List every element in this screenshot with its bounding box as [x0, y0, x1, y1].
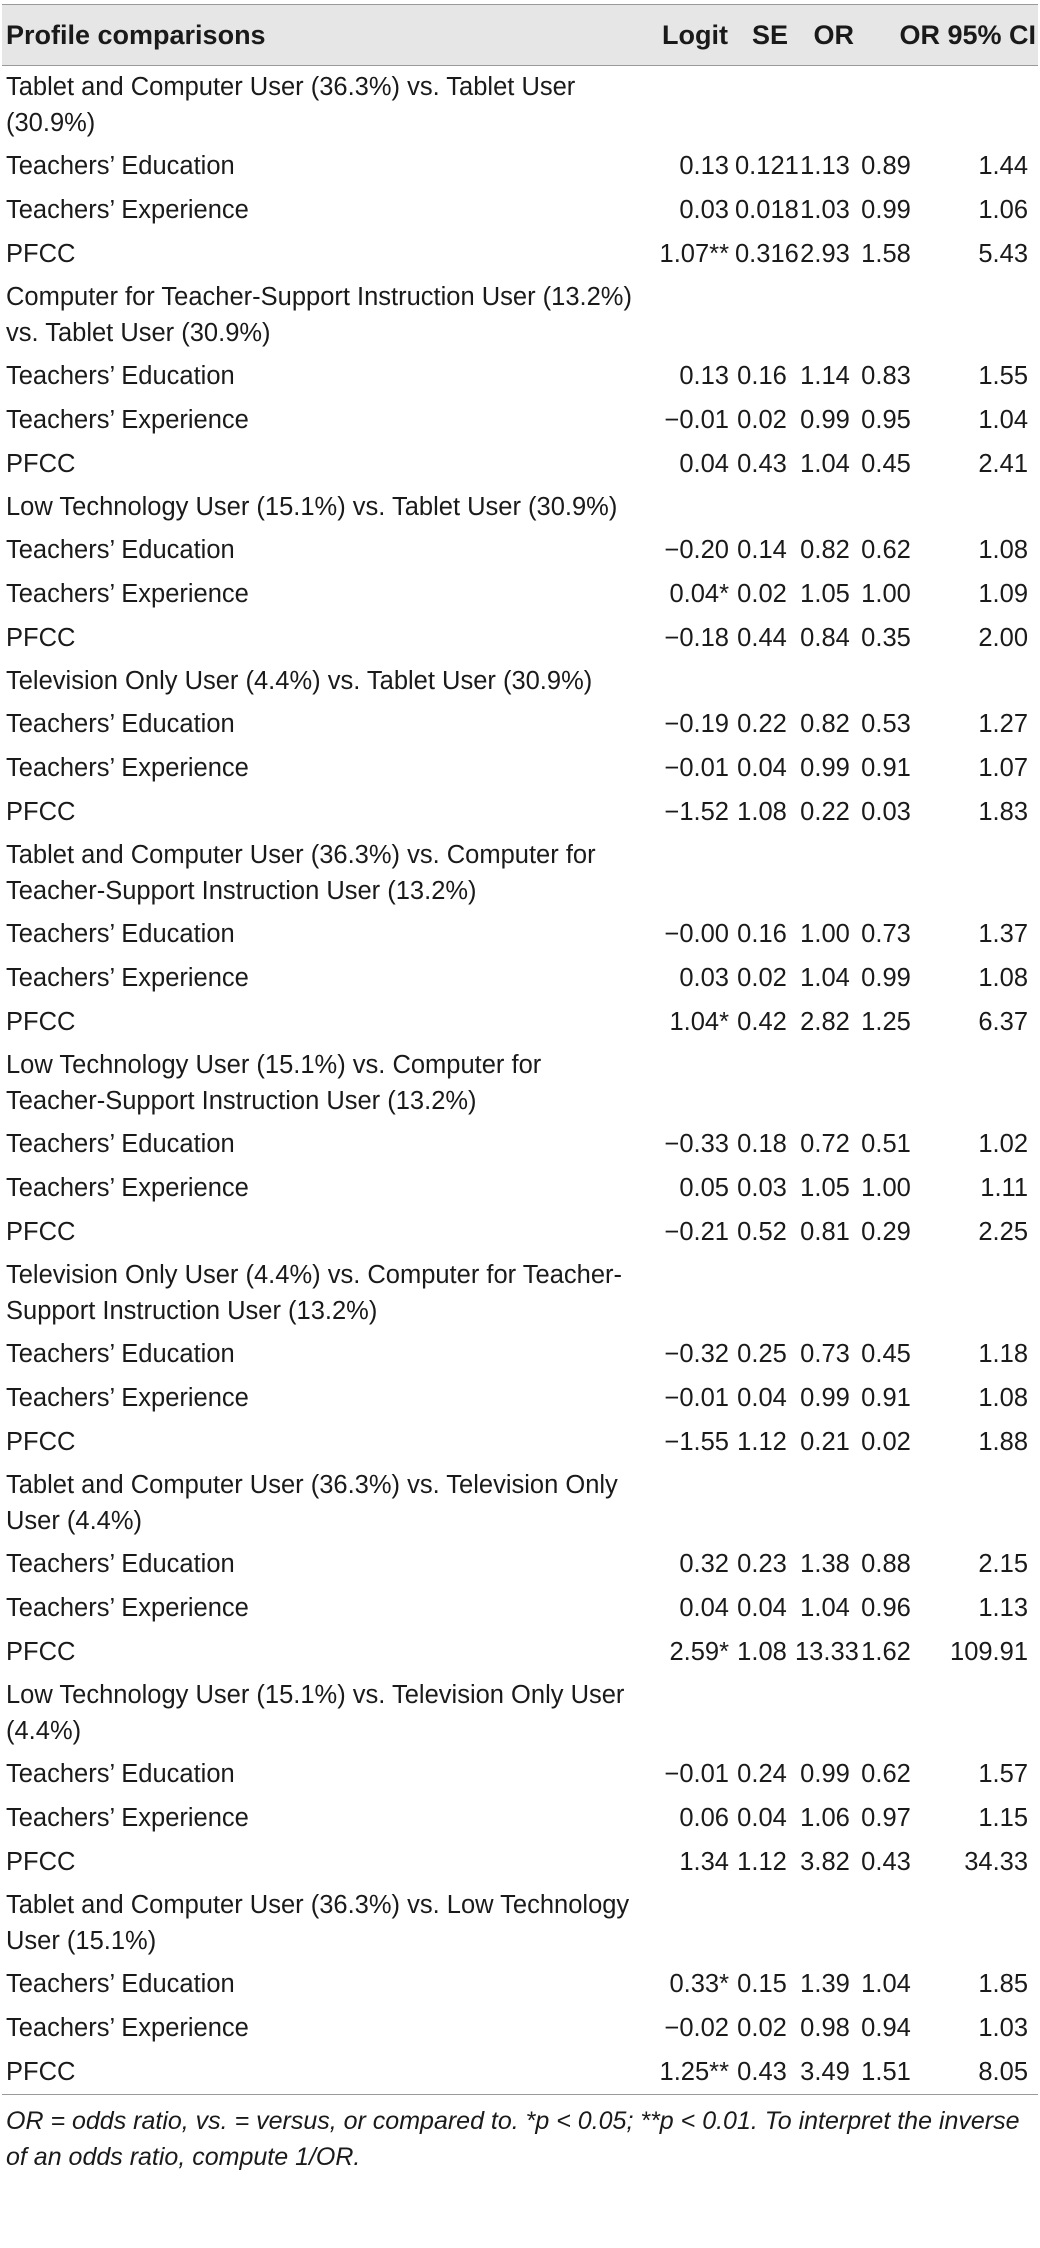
cell-se: 0.15: [737, 1970, 787, 1998]
table-row: [2, 528, 1038, 572]
cell-se: 0.02: [737, 580, 787, 608]
profile-comparisons-table: [2, 4, 1038, 2095]
row-label: Teachers’ Experience: [6, 580, 249, 608]
cell-ci-low: 0.97: [861, 1804, 911, 1832]
table-body: [2, 66, 1038, 2095]
cell-ci-high: 1.44: [978, 152, 1029, 180]
comparison-group-title: Low Technology User (15.1%) vs. Computer for Teacher-Support Instruction User (13.2%): [6, 1051, 542, 1115]
cell-or: 1.00: [800, 920, 850, 948]
cell-logit: 0.33*: [669, 1970, 729, 1998]
row-label: PFCC: [6, 1218, 76, 1246]
cell-logit: −0.01: [664, 754, 729, 782]
row-label: PFCC: [6, 624, 76, 652]
table-row: [2, 702, 1038, 746]
table-row: [2, 1122, 1038, 1166]
comparison-group-row: [2, 1044, 1038, 1122]
cell-or: 0.73: [800, 1340, 850, 1368]
cell-ci-low: 0.62: [861, 536, 911, 564]
cell-se: 0.04: [737, 754, 787, 782]
cell-ci-low: 0.53: [861, 710, 911, 738]
cell-se: 0.03: [737, 1174, 787, 1202]
cell-logit: 1.04*: [669, 1008, 729, 1036]
cell-ci-low: 0.89: [861, 152, 911, 180]
row-label: Teachers’ Education: [6, 362, 235, 390]
comparison-group-title: Low Technology User (15.1%) vs. Tablet User (30.9%): [6, 493, 618, 521]
cell-logit: 1.07**: [659, 240, 729, 268]
cell-se: 0.22: [737, 710, 787, 738]
table-row: [2, 188, 1038, 232]
cell-ci-high: 34.33: [964, 1848, 1029, 1876]
cell-ci-high: 1.55: [978, 362, 1029, 390]
comparison-group-row: [2, 66, 1038, 145]
cell-ci-high: 5.43: [978, 240, 1029, 268]
comparison-group-title: Tablet and Computer User (36.3%) vs. Computer for Teacher-Support Instruction User (13.2%): [6, 841, 596, 905]
cell-ci-low: 0.45: [861, 450, 911, 478]
row-label: Teachers’ Experience: [6, 964, 249, 992]
table-row: [2, 1586, 1038, 1630]
comparison-group-cell: [2, 834, 1038, 912]
cell-or: 1.04: [800, 964, 850, 992]
cell-se: 0.43: [737, 450, 787, 478]
row-label: PFCC: [6, 1428, 76, 1456]
cell-ci-high: 1.03: [978, 2014, 1029, 2042]
cell-ci-high: 1.18: [978, 1340, 1029, 1368]
cell-logit: −0.02: [664, 2014, 729, 2042]
table-row: [2, 398, 1038, 442]
header-logit: Logit: [646, 5, 732, 66]
cell-se: 0.18: [737, 1130, 787, 1158]
table-row: [2, 1420, 1038, 1464]
row-label: PFCC: [6, 1848, 76, 1876]
row-label: Teachers’ Experience: [6, 1384, 249, 1412]
row-label: PFCC: [6, 798, 76, 826]
cell-logit: 0.04*: [669, 580, 729, 608]
table-row: [2, 790, 1038, 834]
cell-se: 0.316: [735, 240, 799, 268]
cell-ci-high: 1.57: [978, 1760, 1029, 1788]
table-row: [2, 2050, 1038, 2094]
table-row: [2, 1796, 1038, 1840]
row-label: Teachers’ Experience: [6, 1594, 249, 1622]
cell-ci-low: 1.51: [858, 2050, 914, 2094]
row-label: Teachers’ Education: [6, 710, 235, 738]
table-row: [2, 956, 1038, 1000]
table-header: [2, 5, 1038, 66]
cell-ci-high: 2.00: [978, 624, 1029, 652]
cell-or: 1.38: [800, 1550, 850, 1578]
cell-ci-low: 0.03: [861, 798, 911, 826]
comparison-group-row: [2, 660, 1038, 702]
header-or-95-ci: OR 95% CI: [858, 5, 1038, 66]
cell-se: 0.14: [737, 536, 787, 564]
comparison-group-cell: [2, 1674, 1038, 1752]
cell-or: 0.72: [800, 1130, 850, 1158]
cell-logit: −0.21: [664, 1218, 729, 1246]
cell-ci-low: 1.00: [861, 580, 911, 608]
cell-logit: −0.01: [664, 1384, 729, 1412]
cell-or: 1.03: [800, 196, 850, 224]
table-row: [2, 1630, 1038, 1674]
cell-ci-low: 0.29: [861, 1218, 911, 1246]
comparison-group-title: Low Technology User (15.1%) vs. Television Only User (4.4%): [6, 1681, 625, 1745]
cell-or: 0.99: [800, 754, 850, 782]
cell-or: 0.21: [800, 1428, 850, 1456]
cell-se: 0.121: [735, 152, 799, 180]
cell-or: 0.98: [800, 2014, 850, 2042]
cell-or: 1.14: [800, 362, 850, 390]
row-label: Teachers’ Education: [6, 1550, 235, 1578]
cell-ci-low: 1.62: [861, 1638, 911, 1666]
cell-ci-low: 0.83: [861, 362, 911, 390]
table-row: [2, 1376, 1038, 1420]
cell-ci-high: 109.91: [950, 1638, 1029, 1666]
cell-or: 0.99: [800, 1760, 850, 1788]
row-label: Teachers’ Education: [6, 1130, 235, 1158]
table-row: [2, 1332, 1038, 1376]
cell-ci-high: 2.25: [978, 1218, 1029, 1246]
cell-ci-low: 0.43: [861, 1848, 911, 1876]
cell-logit: −0.33: [664, 1130, 729, 1158]
table-row: [2, 746, 1038, 790]
cell-ci-low: 0.91: [861, 1384, 911, 1412]
cell-ci-high: 1.85: [978, 1970, 1029, 1998]
cell-logit: 2.59*: [669, 1638, 729, 1666]
cell-ci-high: 2.15: [978, 1550, 1029, 1578]
cell-se: 0.018: [735, 196, 799, 224]
cell-logit: −0.20: [664, 536, 729, 564]
table-row: [2, 442, 1038, 486]
cell-or: 0.22: [800, 798, 850, 826]
row-label: Teachers’ Experience: [6, 1804, 249, 1832]
cell-ci-high: 1.83: [978, 798, 1029, 826]
cell-or: 1.39: [800, 1970, 850, 1998]
cell-or: 13.33: [795, 1638, 859, 1666]
cell-se: 0.16: [737, 362, 787, 390]
table-row: [2, 1840, 1038, 1884]
row-label: Teachers’ Experience: [6, 2014, 249, 2042]
row-label: Teachers’ Experience: [6, 1174, 249, 1202]
header-profile-comparisons: Profile comparisons: [2, 5, 646, 66]
cell-ci-high: 6.37: [978, 1008, 1029, 1036]
table-row: [2, 1000, 1038, 1044]
row-label: PFCC: [6, 450, 76, 478]
cell-ci-low: 0.62: [861, 1760, 911, 1788]
cell-ci-high: 1.37: [978, 920, 1029, 948]
cell-ci-low: 0.45: [861, 1340, 911, 1368]
comparison-group-cell: [2, 1044, 1038, 1122]
comparison-group-cell: [2, 1884, 1038, 1962]
cell-ci-high: 1.27: [978, 710, 1029, 738]
comparison-group-cell: [2, 1254, 1038, 1332]
cell-ci-high: 1.02: [978, 1130, 1029, 1158]
comparison-group-cell: [2, 1464, 1038, 1542]
cell-logit: 0.13: [679, 152, 729, 180]
cell-or: 1.05: [800, 580, 850, 608]
cell-ci-low: 0.94: [861, 2014, 911, 2042]
cell-se: 0.04: [737, 1384, 787, 1412]
cell-ci-low: 0.95: [861, 406, 911, 434]
cell-ci-high: 2.41: [978, 450, 1029, 478]
cell-ci-high: 1.07: [978, 754, 1029, 782]
cell-se: 0.02: [737, 2014, 787, 2042]
cell-se: 1.08: [737, 1638, 787, 1666]
cell-logit: 1.25**: [646, 2050, 732, 2094]
cell-logit: 0.04: [679, 1594, 729, 1622]
cell-se: 0.04: [737, 1804, 787, 1832]
comparison-group-cell: [2, 276, 1038, 354]
cell-or: 0.99: [800, 1384, 850, 1412]
cell-logit: −0.18: [664, 624, 729, 652]
cell-se: 0.04: [737, 1594, 787, 1622]
table-row: [2, 616, 1038, 660]
cell-logit: −1.52: [664, 798, 729, 826]
cell-or: 0.82: [800, 710, 850, 738]
cell-logit: 0.05: [679, 1174, 729, 1202]
row-label: Teachers’ Education: [6, 1340, 235, 1368]
cell-se: 0.16: [737, 920, 787, 948]
cell-ci-high: 1.06: [978, 196, 1029, 224]
cell-or: 3.82: [800, 1848, 850, 1876]
cell-or: 0.82: [800, 536, 850, 564]
cell-ci-low: 0.96: [861, 1594, 911, 1622]
cell-se: 1.12: [737, 1428, 787, 1456]
comparison-group-title: Tablet and Computer User (36.3%) vs. Tablet User (30.9%): [6, 73, 576, 137]
comparison-group-row: [2, 834, 1038, 912]
row-label: Teachers’ Experience: [6, 406, 249, 434]
row-label: PFCC: [6, 1638, 76, 1666]
cell-or: 2.93: [800, 240, 850, 268]
comparison-group-row: [2, 1254, 1038, 1332]
cell-logit: 0.32: [679, 1550, 729, 1578]
cell-ci-low: 0.91: [861, 754, 911, 782]
table-row: [2, 912, 1038, 956]
table-footnote: OR = odds ratio, vs. = versus, or compared to. *p < 0.05; **p < 0.01. To interpret the inverse of an odds ratio, compute 1/OR.: [6, 2106, 1020, 2171]
cell-ci-low: 0.88: [861, 1550, 911, 1578]
comparison-group-row: [2, 1674, 1038, 1752]
cell-logit: 1.34: [679, 1848, 729, 1876]
cell-ci-high: 8.05: [914, 2050, 1038, 2094]
cell-or: 0.84: [800, 624, 850, 652]
table-row: [2, 1210, 1038, 1254]
table-row: [2, 1752, 1038, 1796]
cell-logit: 0.04: [679, 450, 729, 478]
cell-ci-low: 1.25: [861, 1008, 911, 1036]
table-row: [2, 572, 1038, 616]
cell-se: 1.08: [737, 798, 787, 826]
row-label: PFCC: [2, 2050, 646, 2094]
row-label: Teachers’ Education: [6, 536, 235, 564]
cell-ci-low: 0.73: [861, 920, 911, 948]
cell-se: 0.52: [737, 1218, 787, 1246]
cell-se: 0.44: [737, 624, 787, 652]
cell-logit: 0.06: [679, 1804, 729, 1832]
comparison-group-title: Television Only User (4.4%) vs. Tablet User (30.9%): [6, 667, 593, 695]
cell-ci-high: 1.11: [980, 1174, 1029, 1202]
header-or: OR: [792, 5, 858, 66]
row-label: Teachers’ Education: [6, 1970, 235, 1998]
cell-ci-low: 0.99: [861, 196, 911, 224]
cell-se: 0.23: [737, 1550, 787, 1578]
cell-logit: −0.01: [664, 406, 729, 434]
cell-ci-low: 1.04: [861, 1970, 911, 1998]
cell-or: 0.99: [800, 406, 850, 434]
row-label: Teachers’ Education: [6, 1760, 235, 1788]
table-row: [2, 1962, 1038, 2006]
cell-ci-high: 1.13: [978, 1594, 1029, 1622]
cell-or: 0.81: [800, 1218, 850, 1246]
cell-or: 1.04: [800, 1594, 850, 1622]
row-label: Teachers’ Experience: [6, 754, 249, 782]
row-label: Teachers’ Experience: [6, 196, 249, 224]
cell-ci-low: 0.35: [861, 624, 911, 652]
comparison-group-row: [2, 1464, 1038, 1542]
table-row: [2, 144, 1038, 188]
header-row: [2, 5, 1038, 66]
cell-or: 1.04: [800, 450, 850, 478]
comparison-group-cell: [2, 660, 1038, 702]
cell-logit: −0.32: [664, 1340, 729, 1368]
cell-ci-low: 1.58: [861, 240, 911, 268]
cell-ci-low: 0.51: [861, 1130, 911, 1158]
cell-se: 0.42: [737, 1008, 787, 1036]
cell-logit: −0.19: [664, 710, 729, 738]
comparison-group-row: [2, 486, 1038, 528]
comparison-group-title: Television Only User (4.4%) vs. Computer for Teacher-Support Instruction User (13.2%): [6, 1261, 622, 1325]
cell-or: 2.82: [800, 1008, 850, 1036]
cell-ci-high: 1.09: [978, 580, 1029, 608]
cell-ci-high: 1.15: [978, 1804, 1029, 1832]
row-label: Teachers’ Education: [6, 920, 235, 948]
cell-ci-high: 1.04: [978, 406, 1029, 434]
comparison-group-cell: [2, 486, 1038, 528]
cell-logit: 0.03: [679, 196, 729, 224]
header-se: SE: [732, 5, 792, 66]
row-label: PFCC: [6, 240, 76, 268]
cell-se: 0.24: [737, 1760, 787, 1788]
cell-logit: −1.55: [664, 1428, 729, 1456]
cell-or: 1.06: [800, 1804, 850, 1832]
cell-logit: 0.13: [679, 362, 729, 390]
cell-ci-low: 0.02: [861, 1428, 911, 1456]
comparison-group-title: Computer for Teacher-Support Instruction User (13.2%) vs. Tablet User (30.9%): [6, 283, 632, 347]
comparison-group-title: Tablet and Computer User (36.3%) vs. Television Only User (4.4%): [6, 1471, 618, 1535]
row-label: Teachers’ Education: [6, 152, 235, 180]
comparison-group-row: [2, 1884, 1038, 1962]
cell-ci-low: 1.00: [861, 1174, 911, 1202]
table-container: [2, 0, 1038, 2175]
cell-se: 1.12: [737, 1848, 787, 1876]
cell-ci-high: 1.08: [978, 964, 1029, 992]
cell-se: 0.02: [737, 406, 787, 434]
table-row: [2, 1542, 1038, 1586]
cell-ci-high: 1.08: [978, 536, 1029, 564]
comparison-group-title: Tablet and Computer User (36.3%) vs. Low Technology User (15.1%): [6, 1891, 630, 1955]
cell-or: 1.13: [800, 152, 850, 180]
cell-ci-low: 0.99: [861, 964, 911, 992]
cell-or: 1.05: [800, 1174, 850, 1202]
table-row: [2, 1166, 1038, 1210]
comparison-group-cell: [2, 66, 1038, 145]
cell-ci-high: 1.88: [978, 1428, 1029, 1456]
cell-logit: 0.03: [679, 964, 729, 992]
table-row: [2, 232, 1038, 276]
cell-or: 3.49: [792, 2050, 858, 2094]
cell-ci-high: 1.08: [978, 1384, 1029, 1412]
cell-se: 0.43: [732, 2050, 792, 2094]
cell-se: 0.25: [737, 1340, 787, 1368]
cell-se: 0.02: [737, 964, 787, 992]
cell-logit: −0.01: [664, 1760, 729, 1788]
comparison-group-row: [2, 276, 1038, 354]
table-row: [2, 354, 1038, 398]
table-row: [2, 2006, 1038, 2050]
cell-logit: −0.00: [664, 920, 729, 948]
row-label: PFCC: [6, 1008, 76, 1036]
